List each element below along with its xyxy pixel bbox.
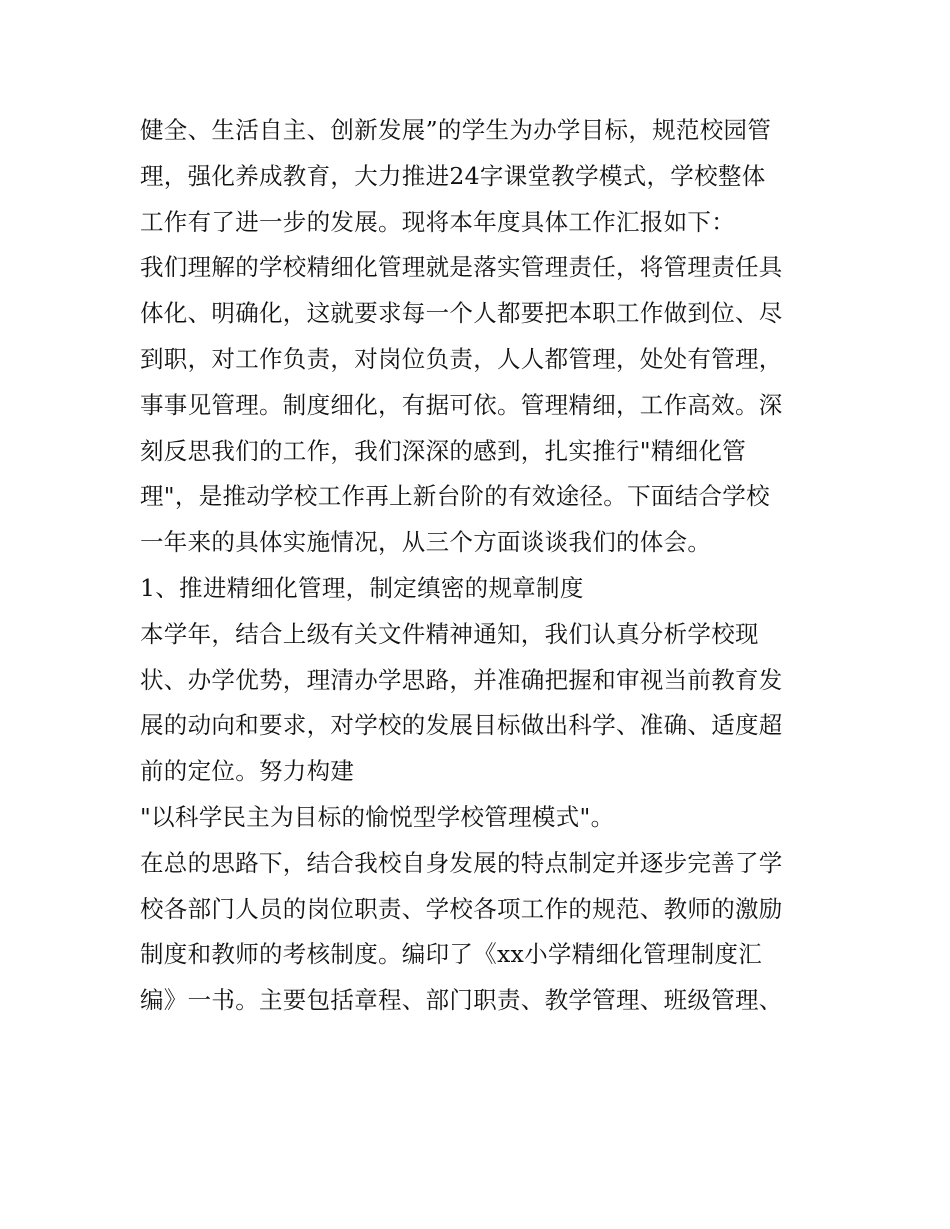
text-line: 本学年，结合上级有关文件精神通知，我们认真分析学校现	[140, 619, 759, 648]
text-line: 理"，是推动学校工作再上新台阶的有效途径。下面结合学校	[140, 482, 770, 511]
text-line: 事事见管理。制度细化，有据可依。管理精细，工作高效。深	[140, 390, 783, 419]
section-heading: 1、推进精细化管理，制定缜密的规章制度	[140, 573, 584, 602]
text-line: 状、办学优势，理清办学思路，并准确把握和审视当前教育发	[140, 665, 783, 694]
text-line: 健全、生活自主、创新发展”的学生为办学目标，规范校园管	[140, 116, 772, 144]
text-line: 一年来的具体实施情况，从三个方面谈谈我们的体会。	[140, 528, 712, 557]
text-line: 我们理解的学校精细化管理就是落实管理责任，将管理责任具	[140, 253, 783, 282]
text-line: 展的动向和要求，对学校的发展目标做出科学、准确、适度超	[140, 711, 783, 740]
text-line: 编》一书。主要包括章程、部门职责、教学管理、班级管理、	[140, 986, 783, 1015]
document-body	[140, 108, 820, 1024]
text-line: 在总的思路下，结合我校自身发展的特点制定并逐步完善了学	[140, 848, 783, 877]
text-line: 理，强化养成教育，大力推进24字课堂教学模式，学校整体	[140, 161, 766, 190]
text-line: "以科学民主为目标的愉悦型学校管理模式"。	[140, 802, 615, 831]
text-line: 制度和教师的考核制度。编印了《xx小学精细化管理制度汇	[140, 940, 763, 969]
text-line: 刻反思我们的工作，我们深深的感到，扎实推行"精细化管	[140, 436, 747, 465]
text-line: 前的定位。努力构建	[140, 757, 355, 786]
text-line: 工作有了进一步的发展。现将本年度具体工作汇报如下：	[140, 207, 735, 236]
text-line: 校各部门人员的岗位职责、学校各项工作的规范、教师的激励	[140, 894, 783, 923]
text-line: 体化、明确化，这就要求每一个人都要把本职工作做到位、尽	[140, 299, 783, 328]
text-line: 到职，对工作负责，对岗位负责，人人都管理，处处有管理，	[140, 344, 783, 373]
